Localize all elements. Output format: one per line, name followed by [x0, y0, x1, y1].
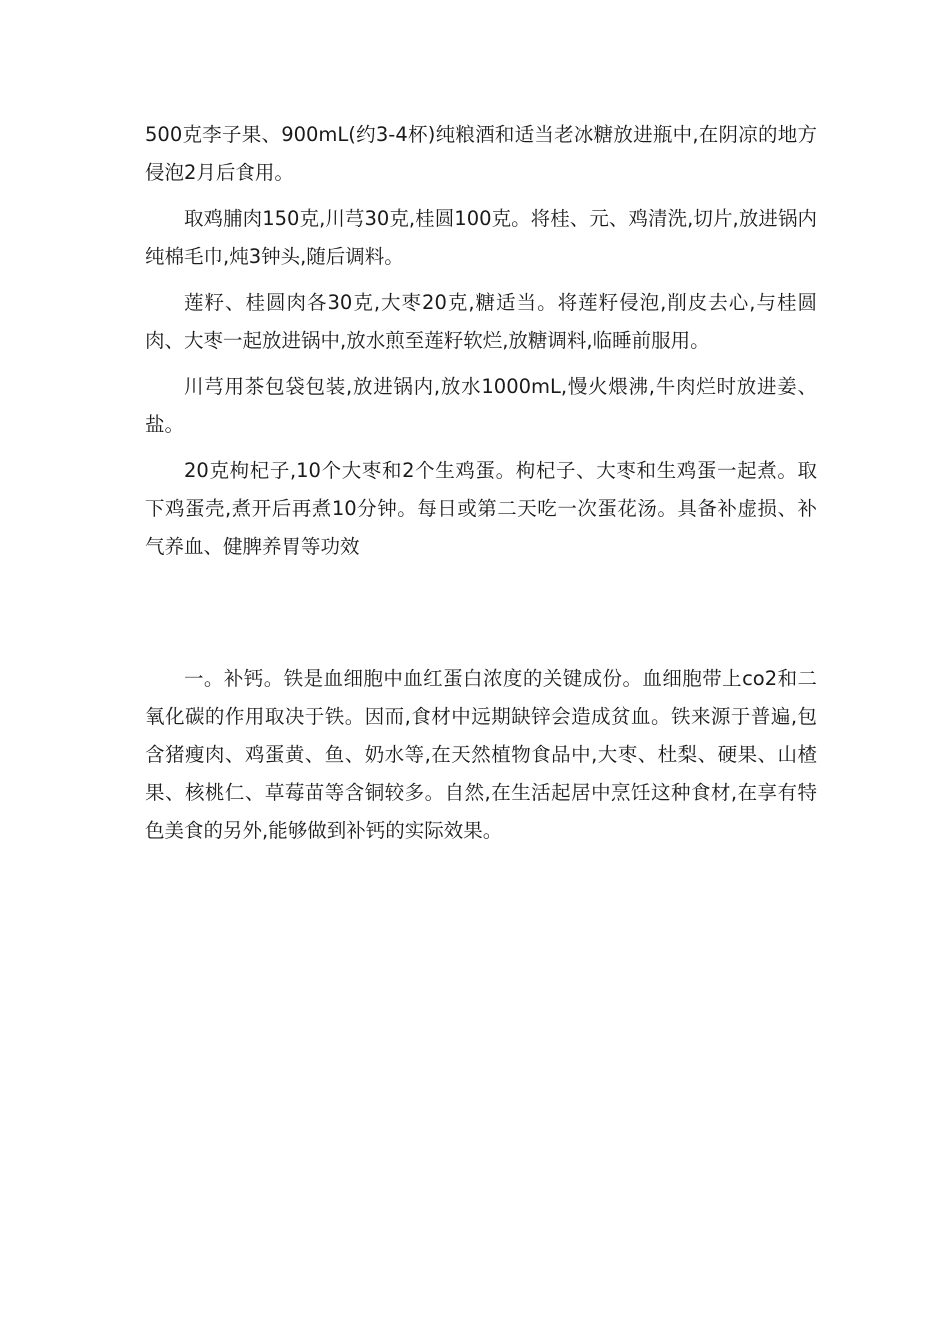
section-gap — [145, 574, 817, 660]
paragraph-chicken-recipe: 取鸡脯肉150克,川芎30克,桂圆100克。将桂、元、鸡清洗,切片,放进锅内纯棉毛巾,炖3钟头,随后调料。 — [145, 207, 817, 268]
paragraph-lotus-seed-recipe: 莲籽、桂圆肉各30克,大枣20克,糖适当。将莲籽侵泡,削皮去心,与桂圆肉、大枣一起放进锅中,放水煎至莲籽软烂,放糖调料,临睡前服用。 — [145, 291, 817, 352]
paragraph-iron-supplement: 一。补钙。铁是血细胞中血红蛋白浓度的关键成份。血细胞带上co2和二氧化碳的作用取决于铁。因而,食材中远期缺锌会造成贫血。铁来源于普遍,包含猪瘦肉、鸡蛋黄、鱼、奶水等,在天然植物食品中,大枣、杜梨、硬果、山楂果、核桃仁、草莓苗等含铜较多。自然,在生活起居中烹饪这种食材,在享有特色美食的另外,能够做到补钙的实际效果。 — [145, 667, 817, 842]
paragraph-plum-wine: 500克李子果、900mL(约3-4杯)纯粮酒和适当老冰糖放进瓶中,在阴凉的地方侵泡2月后食用。 — [145, 123, 817, 184]
document-body — [145, 116, 817, 858]
paragraph-wolfberry-egg: 20克枸杞子,10个大枣和2个生鸡蛋。枸杞子、大枣和生鸡蛋一起煮。取下鸡蛋壳,煮开后再煮10分钟。每日或第二天吃一次蛋花汤。具备补虚损、补气养血、健脾养胃等功效 — [145, 459, 817, 558]
paragraph-chuanxiong-beef: 川芎用茶包袋包装,放进锅内,放水1000mL,慢火煨沸,牛肉烂时放进姜、盐。 — [145, 375, 817, 436]
